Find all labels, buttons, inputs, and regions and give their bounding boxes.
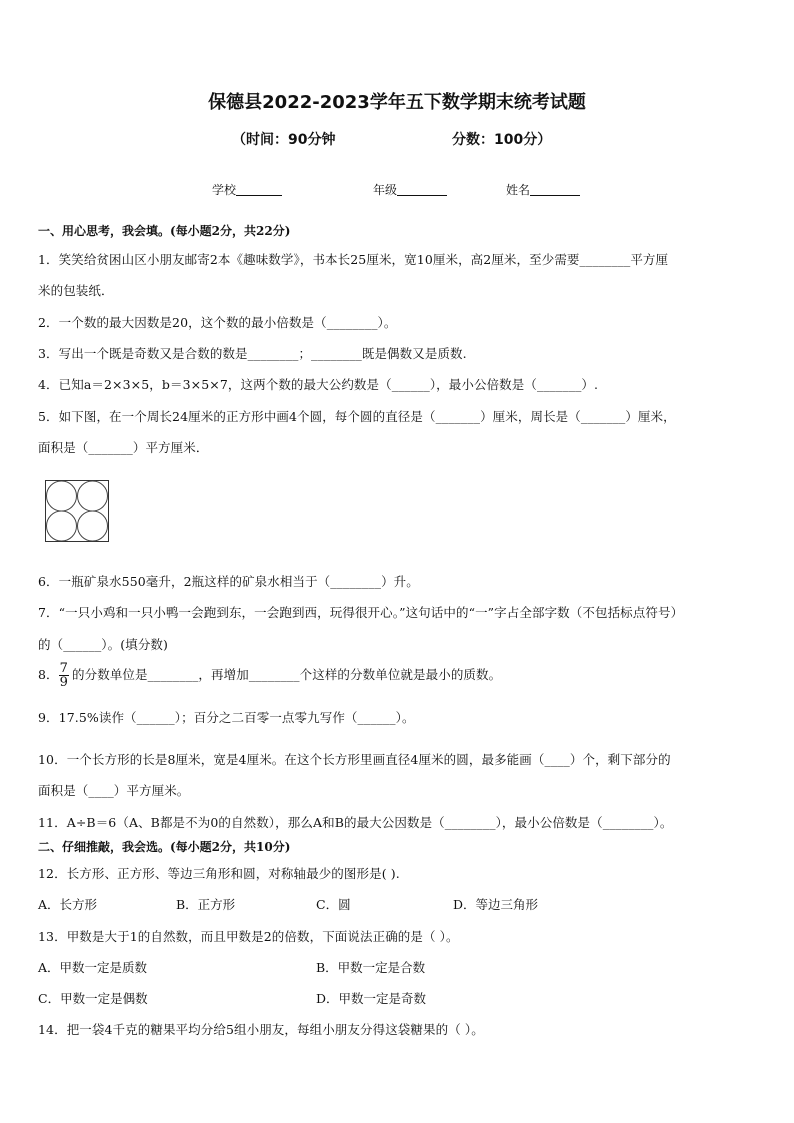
q13-option-a[interactable]: A．甲数一定是质数 bbox=[38, 960, 148, 975]
circle-top-right bbox=[78, 481, 108, 511]
question-9: 9．17.5%读作（______）；百分之二百零一点零九写作（______）。 bbox=[38, 710, 415, 725]
question-3: 3．写出一个既是奇数又是合数的数是________；________既是偶数又是质数. bbox=[38, 346, 467, 361]
q13-option-c[interactable]: C．甲数一定是偶数 bbox=[38, 991, 148, 1006]
name-field bbox=[506, 181, 580, 198]
name-blank[interactable] bbox=[530, 183, 580, 196]
circle-bottom-left bbox=[47, 511, 77, 541]
square-four-circles-figure bbox=[45, 480, 109, 542]
question-11: 11．A÷B＝6（A、B都是不为0的自然数），那么A和B的最大公因数是（________），最小公倍数是（________）。 bbox=[38, 815, 673, 830]
question-14: 14．把一袋4千克的糖果平均分给5组小朋友，每组小朋友分得这袋糖果的（ ）。 bbox=[38, 1022, 484, 1037]
page-title: 保德县2022-2023学年五下数学期末统考试题 bbox=[208, 92, 586, 113]
grade-field bbox=[373, 181, 447, 198]
section1-heading: 一、用心思考，我会填。(每小题2分，共22分) bbox=[38, 224, 291, 238]
fraction-numerator: 7 bbox=[59, 661, 69, 676]
q12-option-b[interactable]: B．正方形 bbox=[176, 897, 236, 912]
question-6: 6．一瓶矿泉水550毫升，2瓶这样的矿泉水相当于（________）升。 bbox=[38, 574, 419, 589]
question-2: 2．一个数的最大因数是20，这个数的最小倍数是（________）。 bbox=[38, 315, 397, 330]
question-5-line2: 面积是（_______）平方厘米． bbox=[38, 440, 209, 455]
question-10-line2: 面积是（____）平方厘米。 bbox=[38, 783, 190, 798]
question-8 bbox=[38, 662, 501, 689]
square-outline bbox=[46, 481, 109, 542]
school-field bbox=[212, 181, 282, 198]
q13-option-d[interactable]: D．甲数一定是奇数 bbox=[316, 991, 427, 1006]
school-blank[interactable] bbox=[236, 183, 282, 196]
exam-time: （时间：90分钟 bbox=[232, 132, 336, 148]
question-1-line2: 米的包装纸． bbox=[38, 283, 114, 298]
name-label: 姓名 bbox=[506, 183, 531, 197]
question-8-text: 的分数单位是________，再增加________个这样的分数单位就是最小的质数。 bbox=[72, 667, 502, 682]
question-5-line1: 5．如下图，在一个周长24厘米的正方形中画4个圆，每个圆的直径是（_______）厘米，周长是（_______）厘米， bbox=[38, 409, 676, 424]
question-7-line2: 的（______）。(填分数) bbox=[38, 637, 169, 652]
q13-option-b[interactable]: B．甲数一定是合数 bbox=[316, 960, 426, 975]
grade-blank[interactable] bbox=[397, 183, 447, 196]
question-13: 13．甲数是大于1的自然数，而且甲数是2的倍数，下面说法正确的是（ ）。 bbox=[38, 929, 459, 944]
q12-option-a[interactable]: A．长方形 bbox=[38, 897, 98, 912]
school-label: 学校 bbox=[212, 183, 237, 197]
question-1-line1: 1．笑笑给贫困山区小朋友邮寄2本《趣味数学》，书本长25厘米，宽10厘米，高2厘米，至少需要________平方厘 bbox=[38, 252, 669, 267]
grade-label: 年级 bbox=[373, 183, 398, 197]
fraction-denominator: 9 bbox=[59, 675, 69, 690]
q12-option-c[interactable]: C．圆 bbox=[316, 897, 351, 912]
exam-score: 分数：100分） bbox=[452, 132, 552, 148]
circle-bottom-right bbox=[78, 511, 108, 541]
circle-top-left bbox=[47, 481, 77, 511]
fraction-7-9 bbox=[59, 662, 69, 689]
section2-heading: 二、仔细推敲，我会选。(每小题2分，共10分) bbox=[38, 840, 291, 854]
question-10-line1: 10．一个长方形的长是8厘米，宽是4厘米。在这个长方形里画直径4厘米的圆，最多能画（____）个，剩下部分的 bbox=[38, 752, 671, 767]
question-8-number: 8． bbox=[38, 667, 59, 682]
question-4: 4．已知a＝2×3×5，b＝3×5×7，这两个数的最大公约数是（______），最小公倍数是（_______）. bbox=[38, 377, 599, 392]
q12-option-d[interactable]: D．等边三角形 bbox=[453, 897, 539, 912]
question-12: 12．长方形、正方形、等边三角形和圆，对称轴最少的图形是( ). bbox=[38, 866, 400, 881]
question-7-line1: 7．“一只小鸡和一只小鸭一会跑到东，一会跑到西，玩得很开心。”这句话中的“一”字占全部字数（不包括标点符号） bbox=[38, 605, 684, 620]
